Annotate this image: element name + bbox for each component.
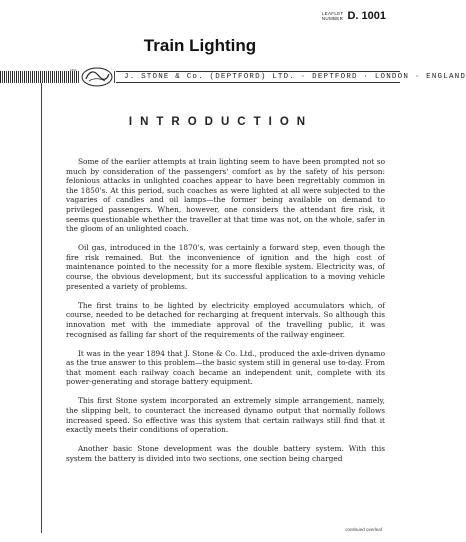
left-margin-rule <box>41 83 42 533</box>
logo-date: 1831 <box>70 68 77 72</box>
logo-icon <box>80 66 114 88</box>
leaflet-label-line1: LEAFLET <box>321 11 344 16</box>
paragraph: Another basic Stone development was the double battery system. With this system the battery is divided into two sections, one section being charged <box>66 444 385 463</box>
company-logo <box>80 66 114 88</box>
body-text <box>66 157 385 473</box>
paragraph: Some of the earlier attempts at train lighting seem to have been prompted not so much by consideration of the passengers' comfort as by the safety of his person: felonious attacks in unlighted coaches appear to have been regrettably common in the 1850's. At this period, such coaches as were lighted at all were subjected to the vagaries of candles and oil lamps—the former being available on demand to privileged passengers. When, however, one considers the attendant fire risk, it seems questionable whether the traveller at that time was not, on the whole, safer in the gloom of an unlighted coach. <box>66 157 385 234</box>
leaflet-number: D. 1001 <box>347 10 386 22</box>
continued-note: continued overleaf <box>345 527 382 532</box>
paragraph: The first trains to be lighted by electricity employed accumulators which, of course, needed to be detached for recharging at frequent intervals. So although this innovation met with the immediate approval of the travelling public, it was recognised as falling far short of the requirements of the railway engineer. <box>66 300 385 339</box>
leaflet-label-line2: NUMBER <box>321 16 344 21</box>
paragraph: Oil gas, introduced in the 1870's, was certainly a forward step, even though the fire risk remained. But the inconvenience of ignition and the high cost of maintenance pointed to the necessity for a more flexible system. Electricity was, of course, the obvious development, but its successful application to a moving vehicle presented a variety of problems. <box>66 243 385 291</box>
page-title: Train Lighting <box>143 36 257 55</box>
paragraph: This first Stone system incorporated an extremely simple arrangement, namely, the slipping belt, to counteract the increased dynamo output that normally follows increased speed. So effective was this system that certain railways still find that it exactly meets their conditions of operation. <box>66 396 385 435</box>
company-banner <box>0 66 466 88</box>
leaflet-number-block <box>322 10 386 22</box>
paragraph: It was in the year 1894 that J. Stone & Co. Ltd., produced the axle-driven dynamo as the true answer to this problem—the basic system still in general use to-day. From that moment each railway coach became an independent unit, complete with its power-generating and storage battery equipment. <box>66 348 385 387</box>
section-heading: INTRODUCTION <box>128 116 314 128</box>
leaflet-label <box>322 11 344 21</box>
banner-company-text: J. STONE & Co. (DEPTFORD) LTD. · DEPTFORD · LONDON · ENGLAND <box>116 71 400 83</box>
